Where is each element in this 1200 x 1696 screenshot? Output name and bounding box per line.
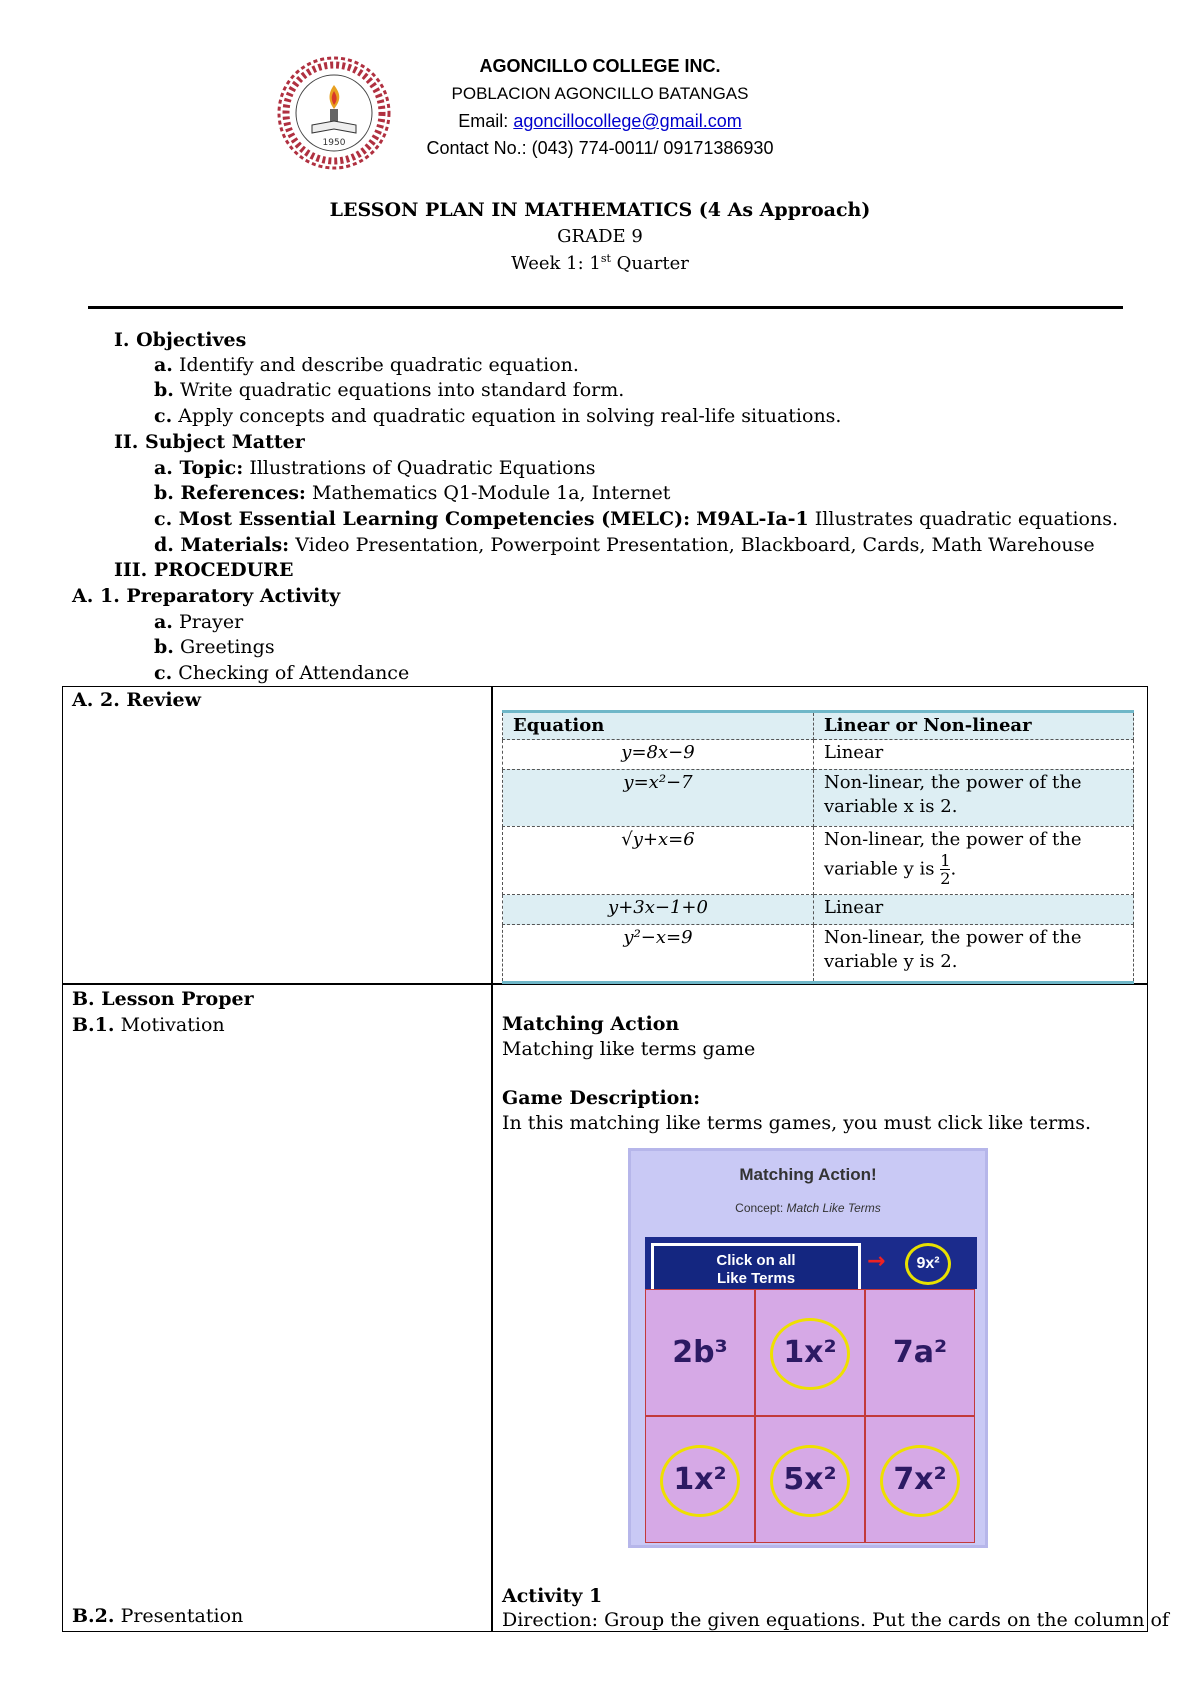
- melc-text: Illustrates quadratic equations.: [814, 508, 1118, 530]
- melc-code: M9AL-Ia-1: [696, 508, 809, 530]
- prep-letter: a.: [154, 611, 173, 633]
- game-cell: 1x²: [645, 1416, 755, 1543]
- materials-line: [154, 533, 1095, 557]
- prep-item: [154, 661, 409, 685]
- game-description-title: Game Description:: [502, 1087, 701, 1109]
- lesson-proper-label: B. Lesson Proper: [72, 988, 254, 1010]
- motivation-number: B.1.: [72, 1014, 115, 1036]
- table-row: [503, 925, 1134, 983]
- objective-letter: a.: [154, 354, 173, 376]
- table-row: [503, 769, 1134, 826]
- references-label: b. References:: [154, 482, 306, 504]
- presentation-text: Presentation: [120, 1605, 244, 1627]
- prep-item: [154, 610, 243, 634]
- grade-level: GRADE 9: [557, 226, 643, 247]
- preparatory-heading: A. 1. Preparatory Activity: [72, 585, 341, 607]
- procedure-heading: III. PROCEDURE: [114, 559, 294, 581]
- table-column-divider: [491, 687, 493, 1631]
- week-prefix: Week 1: 1: [511, 253, 601, 274]
- objective-item: [154, 404, 841, 428]
- subject-matter-heading: II. Subject Matter: [114, 431, 305, 453]
- activity-title: Activity 1: [502, 1585, 603, 1607]
- objective-text: Write quadratic equations into standard form.: [179, 379, 625, 401]
- topic-text: Illustrations of Quadratic Equations: [249, 457, 596, 479]
- prep-text: Greetings: [179, 636, 275, 658]
- game-grid: [645, 1289, 977, 1545]
- game-concept-label: Concept:: [735, 1201, 784, 1215]
- lesson-plan-title: LESSON PLAN IN MATHEMATICS (4 As Approach): [329, 199, 871, 221]
- references-text: Mathematics Q1-Module 1a, Internet: [311, 482, 671, 504]
- prep-text: Prayer: [178, 611, 244, 633]
- column-header-equation: Equation: [503, 712, 814, 740]
- svg-text:1950: 1950: [322, 138, 346, 148]
- game-instruction-button: [651, 1243, 861, 1295]
- column-header-type: Linear or Non-linear: [814, 712, 1134, 740]
- school-email: [0, 111, 1200, 132]
- game-target-term: 9x²: [905, 1243, 951, 1285]
- instruction-line: Like Terms: [716, 1270, 796, 1287]
- game-cell: 7x²: [865, 1416, 975, 1543]
- type-cell: Non-linear, the power of the variable y is $\frac{1}{2}$ .: [814, 826, 1134, 895]
- equation-cell: y+3x−1+0: [503, 895, 814, 925]
- table-row: [503, 895, 1134, 925]
- presentation-number: B.2.: [72, 1605, 115, 1627]
- week-ordinal: st: [600, 252, 611, 265]
- review-label: A. 2. Review: [72, 689, 202, 711]
- objective-text: Identify and describe quadratic equation.: [178, 354, 579, 376]
- email-link[interactable]: agoncillocollege@gmail.com: [513, 111, 742, 131]
- week-suffix: Quarter: [610, 253, 689, 274]
- type-cell: Linear: [814, 895, 1134, 925]
- game-concept-text: Match Like Terms: [786, 1201, 881, 1215]
- melc-line: [154, 507, 1118, 531]
- prep-text: Checking of Attendance: [178, 662, 410, 684]
- matching-subtitle: Matching like terms game: [502, 1038, 756, 1060]
- matching-game-screenshot: [628, 1148, 988, 1548]
- review-header-row: [503, 712, 1134, 740]
- objective-letter: b.: [154, 379, 174, 401]
- fraction-denominator: 2: [940, 868, 951, 888]
- objective-item: [154, 353, 579, 377]
- equation-cell: y=8x−9: [503, 740, 814, 770]
- motivation-line: [72, 1013, 225, 1037]
- equation-cell: √y+x=6: [503, 826, 814, 895]
- school-address: POBLACION AGONCILLO BATANGAS: [451, 84, 749, 103]
- email-label: Email:: [458, 111, 509, 131]
- header-divider: [88, 306, 1123, 309]
- arrow-right-icon: →: [867, 1249, 886, 1274]
- prep-letter: c.: [154, 662, 173, 684]
- fraction: [940, 852, 950, 887]
- objective-text: Apply concepts and quadratic equation in solving real-life situations.: [178, 405, 842, 427]
- table-row: [503, 826, 1134, 895]
- review-table: [502, 710, 1134, 984]
- school-contact: Contact No.: (043) 774-0011/ 09171386930: [426, 138, 774, 158]
- game-cell: 5x²: [755, 1416, 865, 1543]
- equation-cell: y=x²−7: [503, 769, 814, 826]
- materials-label: d. Materials:: [154, 534, 290, 556]
- game-description: In this matching like terms games, you must click like terms.: [502, 1112, 1092, 1134]
- type-cell: Non-linear, the power of the variable x is 2.: [814, 769, 1134, 826]
- fraction-numerator: 1: [940, 850, 951, 870]
- activity-direction: Direction: Group the given equations. Put the cards on the column of: [502, 1609, 1169, 1631]
- prep-letter: b.: [154, 636, 174, 658]
- motivation-text: Motivation: [120, 1014, 225, 1036]
- game-cell: 7a²: [865, 1289, 975, 1416]
- game-concept: [631, 1201, 985, 1215]
- game-title: Matching Action!: [739, 1165, 877, 1184]
- table-row: [503, 740, 1134, 770]
- objective-item: [154, 378, 624, 402]
- melc-label: c. Most Essential Learning Competencies (MELC):: [154, 508, 691, 530]
- materials-text: Video Presentation, Powerpoint Presentation, Blackboard, Cards, Math Warehouse: [295, 534, 1095, 556]
- presentation-line: [72, 1604, 243, 1628]
- matching-title: Matching Action: [502, 1013, 680, 1035]
- type-cell: Linear: [814, 740, 1134, 770]
- week-quarter: [0, 252, 1200, 274]
- references-line: [154, 481, 670, 505]
- school-name: AGONCILLO COLLEGE INC.: [479, 56, 721, 76]
- instruction-line: Click on all: [716, 1252, 796, 1269]
- type-cell: Non-linear, the power of the variable y is 2.: [814, 925, 1134, 983]
- type-text: Non-linear, the power of the variable y is: [824, 828, 1082, 880]
- objectives-heading: I. Objectives: [114, 329, 247, 351]
- game-cell: 2b³: [645, 1289, 755, 1416]
- topic-label: a. Topic:: [154, 457, 244, 479]
- game-cell: 1x²: [755, 1289, 865, 1416]
- objective-letter: c.: [154, 405, 173, 427]
- topic-line: [154, 456, 596, 480]
- prep-item: [154, 635, 275, 659]
- equation-cell: y²−x=9: [503, 925, 814, 983]
